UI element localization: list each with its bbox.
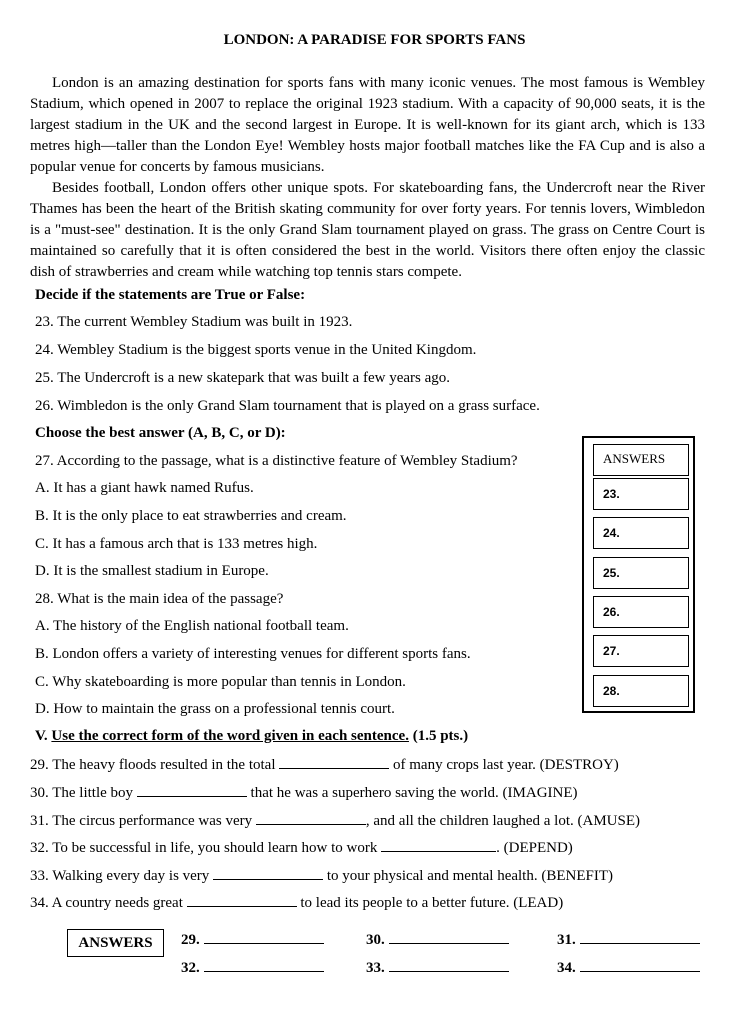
reading-passage: [30, 73, 705, 283]
bottom-answers-label: ANSWERS: [67, 929, 164, 957]
answer-cell-28[interactable]: 28.: [593, 675, 689, 707]
section-5-instruction: Use the correct form of the word given in each sentence.: [51, 728, 409, 744]
bottom-answer-32-number: 32.: [181, 960, 200, 976]
bottom-answer-32: [181, 958, 324, 977]
mc-option-27b: B. It is the only place to eat strawberries and cream.: [35, 508, 347, 524]
tf-item-23: 23. The current Wembley Stadium was built in 1923.: [35, 314, 353, 330]
answer-cell-24[interactable]: 24.: [593, 517, 689, 549]
bottom-answer-29: [181, 930, 324, 949]
section-5-heading: [35, 728, 468, 745]
tf-item-25: 25. The Undercroft is a new skatepark that was built a few years ago.: [35, 370, 450, 386]
section-5-points: (1.5 pts.): [412, 728, 469, 744]
item-33-text-before: 33. Walking every day is very: [30, 868, 210, 884]
bottom-answer-34-number: 34.: [557, 960, 576, 976]
bottom-answer-31-number: 31.: [557, 932, 576, 948]
page-title: LONDON: A PARADISE FOR SPORTS FANS: [223, 32, 526, 48]
item-31-text-after: , and all the children laughed a lot. (AMUSE): [365, 813, 640, 829]
mc-question-27: 27. According to the passage, what is a distinctive feature of Wembley Stadium?: [35, 453, 518, 469]
tf-heading: Decide if the statements are True or False:: [35, 287, 306, 303]
item-33-blank[interactable]: [213, 866, 323, 880]
mc-option-28d: D. How to maintain the grass on a professional tennis court.: [35, 701, 395, 717]
item-31-blank[interactable]: [256, 811, 366, 825]
tf-item-26: 26. Wimbledon is the only Grand Slam tournament that is played on a grass surface.: [35, 398, 540, 414]
word-form-item-33: [30, 866, 613, 885]
bottom-answer-34-blank[interactable]: [580, 958, 700, 972]
mc-option-27a: A. It has a giant hawk named Rufus.: [35, 480, 254, 496]
mc-option-27c: C. It has a famous arch that is 133 metres high.: [35, 536, 318, 552]
item-31-text-before: 31. The circus performance was very: [30, 813, 253, 829]
mc-option-28a: A. The history of the English national football team.: [35, 618, 349, 634]
item-30-text-before: 30. The little boy: [30, 785, 134, 801]
mc-question-28: 28. What is the main idea of the passage?: [35, 591, 284, 607]
item-34-blank[interactable]: [187, 893, 297, 907]
passage-paragraph-2: Besides football, London offers other unique spots. For skateboarding fans, the Undercroft near the River Thames has been the heart of the British skating community for over forty years. For tennis lovers, Wimbledon is a "must-see" destination. It is the only Grand Slam tournament played on grass. The grass on Centre Court is maintained so carefully that it is often considered the best in the world. Visitors there often enjoy the classic dish of strawberries and cream while watching top tennis stars compete.: [30, 180, 705, 280]
answer-cell-25[interactable]: 25.: [593, 557, 689, 589]
bottom-answer-29-number: 29.: [181, 932, 200, 948]
item-34-text-after: to lead its people to a better future. (LEAD): [300, 895, 564, 911]
bottom-answer-33-number: 33.: [366, 960, 385, 976]
bottom-answer-33: [366, 958, 509, 977]
item-32-blank[interactable]: [381, 838, 496, 852]
bottom-answer-34: [557, 958, 700, 977]
bottom-answer-31: [557, 930, 700, 949]
passage-paragraph-1: London is an amazing destination for sports fans with many iconic venues. The most famous is Wembley Stadium, which opened in 2007 to replace the original 1923 stadium. With a capacity of 90,000 seats, it is the largest stadium in the UK and the second largest in Europe. It is well-known for its giant arch, which is 133 metres high—taller than the London Eye! Wembley hosts major football matches like the FA Cup and is also a popular venue for concerts by famous musicians.: [30, 75, 705, 175]
bottom-answer-30-number: 30.: [366, 932, 385, 948]
word-form-item-32: [30, 838, 573, 857]
item-33-text-after: to your physical and mental health. (BENEFIT): [326, 868, 613, 884]
word-form-item-31: [30, 811, 640, 830]
item-29-text-before: 29. The heavy floods resulted in the total: [30, 757, 276, 773]
bottom-answer-31-blank[interactable]: [580, 930, 700, 944]
mc-heading: Choose the best answer (A, B, C, or D):: [35, 425, 286, 441]
item-32-text-before: 32. To be successful in life, you should learn how to work: [30, 840, 378, 856]
bottom-answer-33-blank[interactable]: [389, 958, 509, 972]
word-form-item-30: [30, 783, 578, 802]
bottom-answer-29-blank[interactable]: [204, 930, 324, 944]
word-form-item-29: [30, 755, 619, 774]
item-34-text-before: 34. A country needs great: [30, 895, 183, 911]
answer-box: [582, 436, 695, 713]
item-32-text-after: . (DEPEND): [496, 840, 573, 856]
mc-option-28b: B. London offers a variety of interesting venues for different sports fans.: [35, 646, 471, 662]
answer-cell-26[interactable]: 26.: [593, 596, 689, 628]
item-30-blank[interactable]: [137, 783, 247, 797]
section-5-number: V.: [35, 728, 48, 744]
word-form-item-34: [30, 893, 563, 912]
bottom-answer-30-blank[interactable]: [389, 930, 509, 944]
mc-option-28c: C. Why skateboarding is more popular than tennis in London.: [35, 674, 406, 690]
answer-cell-27[interactable]: 27.: [593, 635, 689, 667]
answer-box-header: ANSWERS: [593, 444, 689, 476]
bottom-answer-32-blank[interactable]: [204, 958, 324, 972]
mc-option-27d: D. It is the smallest stadium in Europe.: [35, 563, 269, 579]
tf-item-24: 24. Wembley Stadium is the biggest sports venue in the United Kingdom.: [35, 342, 477, 358]
item-30-text-after: that he was a superhero saving the world. (IMAGINE): [250, 785, 578, 801]
bottom-answer-30: [366, 930, 509, 949]
answer-cell-23[interactable]: 23.: [593, 478, 689, 510]
item-29-blank[interactable]: [279, 755, 389, 769]
item-29-text-after: of many crops last year. (DESTROY): [393, 757, 619, 773]
